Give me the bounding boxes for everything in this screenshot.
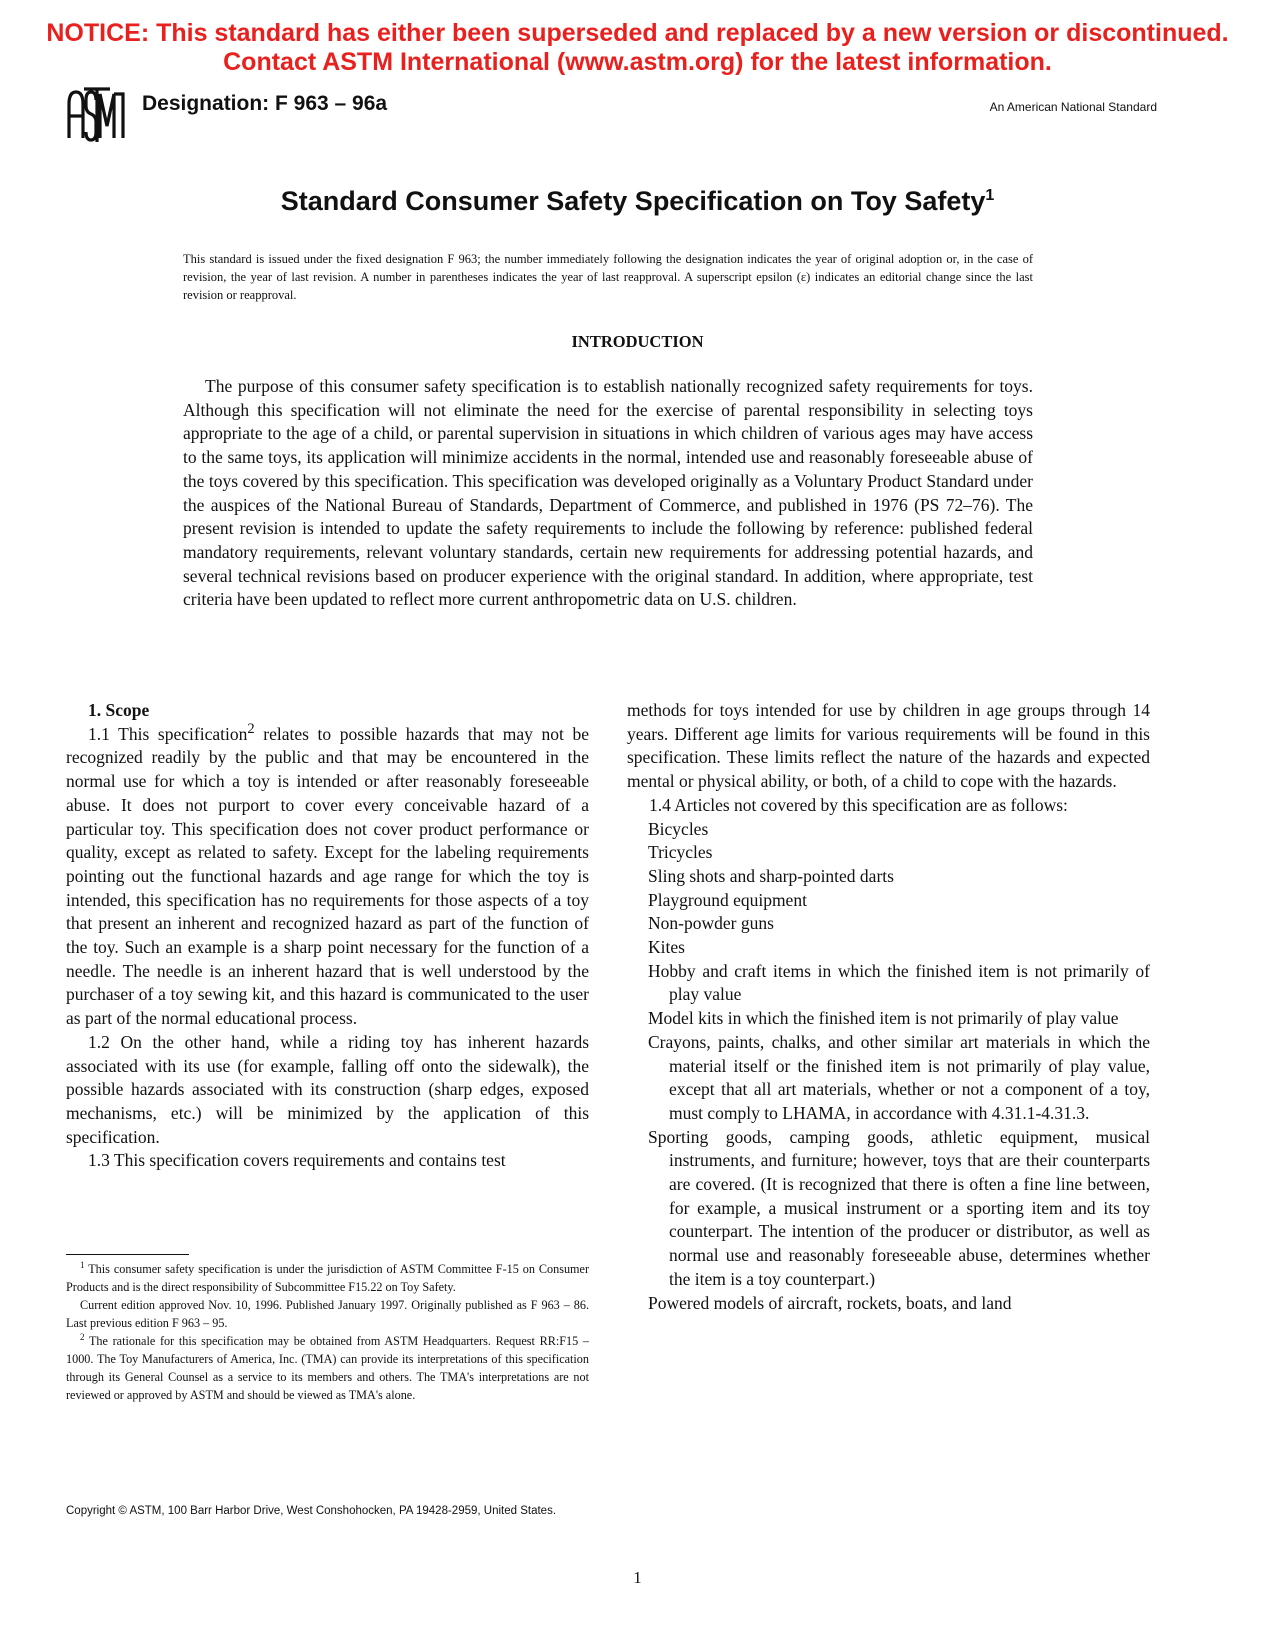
excluded-item: Kites [648, 937, 685, 958]
notice-line-1: NOTICE: This standard has either been superseded and replaced by a new version or discontinued. [46, 19, 1229, 47]
scope-paragraph-1-3: 1.3 This specification covers requirements and contains test [88, 1150, 506, 1171]
american-national-standard: An American National Standard [989, 100, 1157, 114]
footnote-text: The rationale for this specification may be obtained from ASTM Headquarters. Request RR:F15 – 1000. The Toy Manufacturers of America, Inc. (TMA) can provide its interpretations of this specification through its General Counsel as a service to its members and others. The TMA's interpretations are not reviewed or approved by ASTM and should be viewed as TMA's alone. [66, 1334, 589, 1402]
designation: Designation: F 963 – 96a [142, 92, 388, 115]
excluded-item: Sporting goods, camping goods, athletic equipment, musical instruments, and furniture; however, toys that are their counterparts are covered. (It is recognized that there is often a fine line between, for example, a musical instrument or a sporting item and its toy counterpart. The intention of the producer or distributor, as well as normal use and reasonably foreseeable abuse, determines whether the item is a toy counterpart.) [648, 1126, 1150, 1289]
introduction-heading: INTRODUCTION [571, 332, 704, 351]
excluded-item: Non-powder guns [648, 913, 774, 934]
introduction-text: The purpose of this consumer safety specification is to establish nationally recognized safety requirements for toys. Although this specification will not eliminate the need for the exercise of parental responsibility in selecting toys appropriate to the age of a child, or parental supervision in situations in which children of various ages may have access to the same toys, its application will minimize accidents in the normal, intended use and reasonably foreseeable abuse of the toys covered by this specification. This specification was developed originally as a Voluntary Product Standard under the auspices of the National Bureau of Standards, Department of Commerce, and published in 1976 (PS 72–76). The present revision is intended to update the safety requirements to include the following by reference: published federal mandatory requirements, relevant voluntary standards, certain new requirements for addressing potential hazards, and several technical revisions based on producer experience with the original standard. In addition, where appropriate, test criteria have been updated to reflect more current anthropometric data on U.S. children. [183, 376, 1033, 610]
title-footnote-mark: 1 [985, 187, 995, 204]
scope-paragraph-1-1 [66, 720, 589, 1031]
footnote-divider [66, 1254, 189, 1255]
footnote-text: Current edition approved Nov. 10, 1996. Published January 1997. Originally published as F 963 – 86. Last previous edition F 963 – 95. [66, 1298, 589, 1330]
left-column [66, 699, 589, 1173]
footnote-mark: 1 [80, 1259, 85, 1270]
footnotes [66, 1260, 589, 1404]
copyright: Copyright © ASTM, 100 Barr Harbor Drive, West Conshohocken, PA 19428-2959, United States. [66, 1505, 557, 1517]
footnote [66, 1332, 589, 1404]
scope-paragraph-1-2: 1.2 On the other hand, while a riding toy has inherent hazards associated with its use (for example, falling off onto the sidewalk), the possible hazards associated with its construction (sharp edges, exposed mechanisms, etc.) will be minimized by the application of this specification. [66, 1031, 589, 1147]
excluded-item: Model kits in which the finished item is not primarily of play value [648, 1008, 1119, 1029]
footnote-mark: 2 [80, 1331, 85, 1342]
logo-letter-a [69, 92, 83, 138]
scope-paragraph-1-4: 1.4 Articles not covered by this specification are as follows: [649, 794, 1068, 815]
document-title [0, 186, 1275, 217]
excluded-item: Playground equipment [648, 889, 807, 910]
introduction-body [183, 375, 1033, 612]
footnote [66, 1296, 589, 1332]
footnote [66, 1260, 589, 1296]
excluded-item: Tricycles [648, 842, 713, 863]
notice-line-2: Contact ASTM International (www.astm.org) for the latest information. [223, 48, 1052, 76]
p1-text-b: relates to possible hazards that may not be recognized readily by the public and that may be encountered in the normal use for which a toy is intended or after reasonably foreseeable abuse. It does not purport to cover every conceivable hazard of a particular toy. This specification does not cover product performance or quality, except as related to safety. Except for the labeling requirements pointing out the functional hazards and age range for which the toy is intended, this specification has no requirements for those aspects of a toy that present an inherent and recognized hazard as part of the function of the toy. Such an example is a sharp point necessary for the function of a needle. The needle is an inherent hazard that is well understood by the purchaser of a toy sewing kit, and this hazard is communicated to the user as part of the normal educational process. [66, 723, 589, 1029]
page-number: 1 [633, 1568, 642, 1587]
logo-letter-s [86, 92, 96, 140]
excluded-item: Powered models of aircraft, rockets, boats, and land [648, 1292, 1012, 1313]
p1-footnote-mark: 2 [247, 720, 255, 737]
p1-text-a: 1.1 This specification [88, 723, 248, 744]
issued-note: This standard is issued under the fixed designation F 963; the number immediately following the designation indicates the year of original adoption or, in the case of revision, the year of last revision. A number in parentheses indicates the year of last reapproval. A superscript epsilon (ε) indicates an editorial change since the last revision or reapproval. [183, 252, 1033, 302]
excluded-item: Hobby and craft items in which the finished item is not primarily of play value [648, 960, 1150, 1005]
excluded-item: Crayons, paints, chalks, and other similar art materials in which the material itself or the finished item is not primarily of play value, except that all art materials, whether or not a component of a toy, must comply to LHAMA, in accordance with 4.31.1-4.31.3. [648, 1031, 1150, 1123]
excluded-item: Bicycles [648, 818, 709, 839]
excluded-item: Sling shots and sharp-pointed darts [648, 865, 894, 886]
footnote-text: This consumer safety specification is under the jurisdiction of ASTM Committee F-15 on Consumer Products and is the direct responsibility of Subcommittee F15.22 on Toy Safety. [66, 1262, 590, 1294]
scope-paragraph-1-3-continued: methods for toys intended for use by children in age groups through 14 years. Different age limits for various requirements will be found in this specification. These limits reflect the nature of the hazards and expected mental or physical ability, or both, of a child to cope with the hazards. [627, 700, 1150, 792]
astm-logo [66, 86, 126, 144]
scope-heading: 1. Scope [88, 700, 150, 720]
title-text: Standard Consumer Safety Specification on Toy Safety [280, 186, 986, 216]
logo-letter-m [100, 94, 123, 138]
right-column [627, 699, 1150, 1315]
